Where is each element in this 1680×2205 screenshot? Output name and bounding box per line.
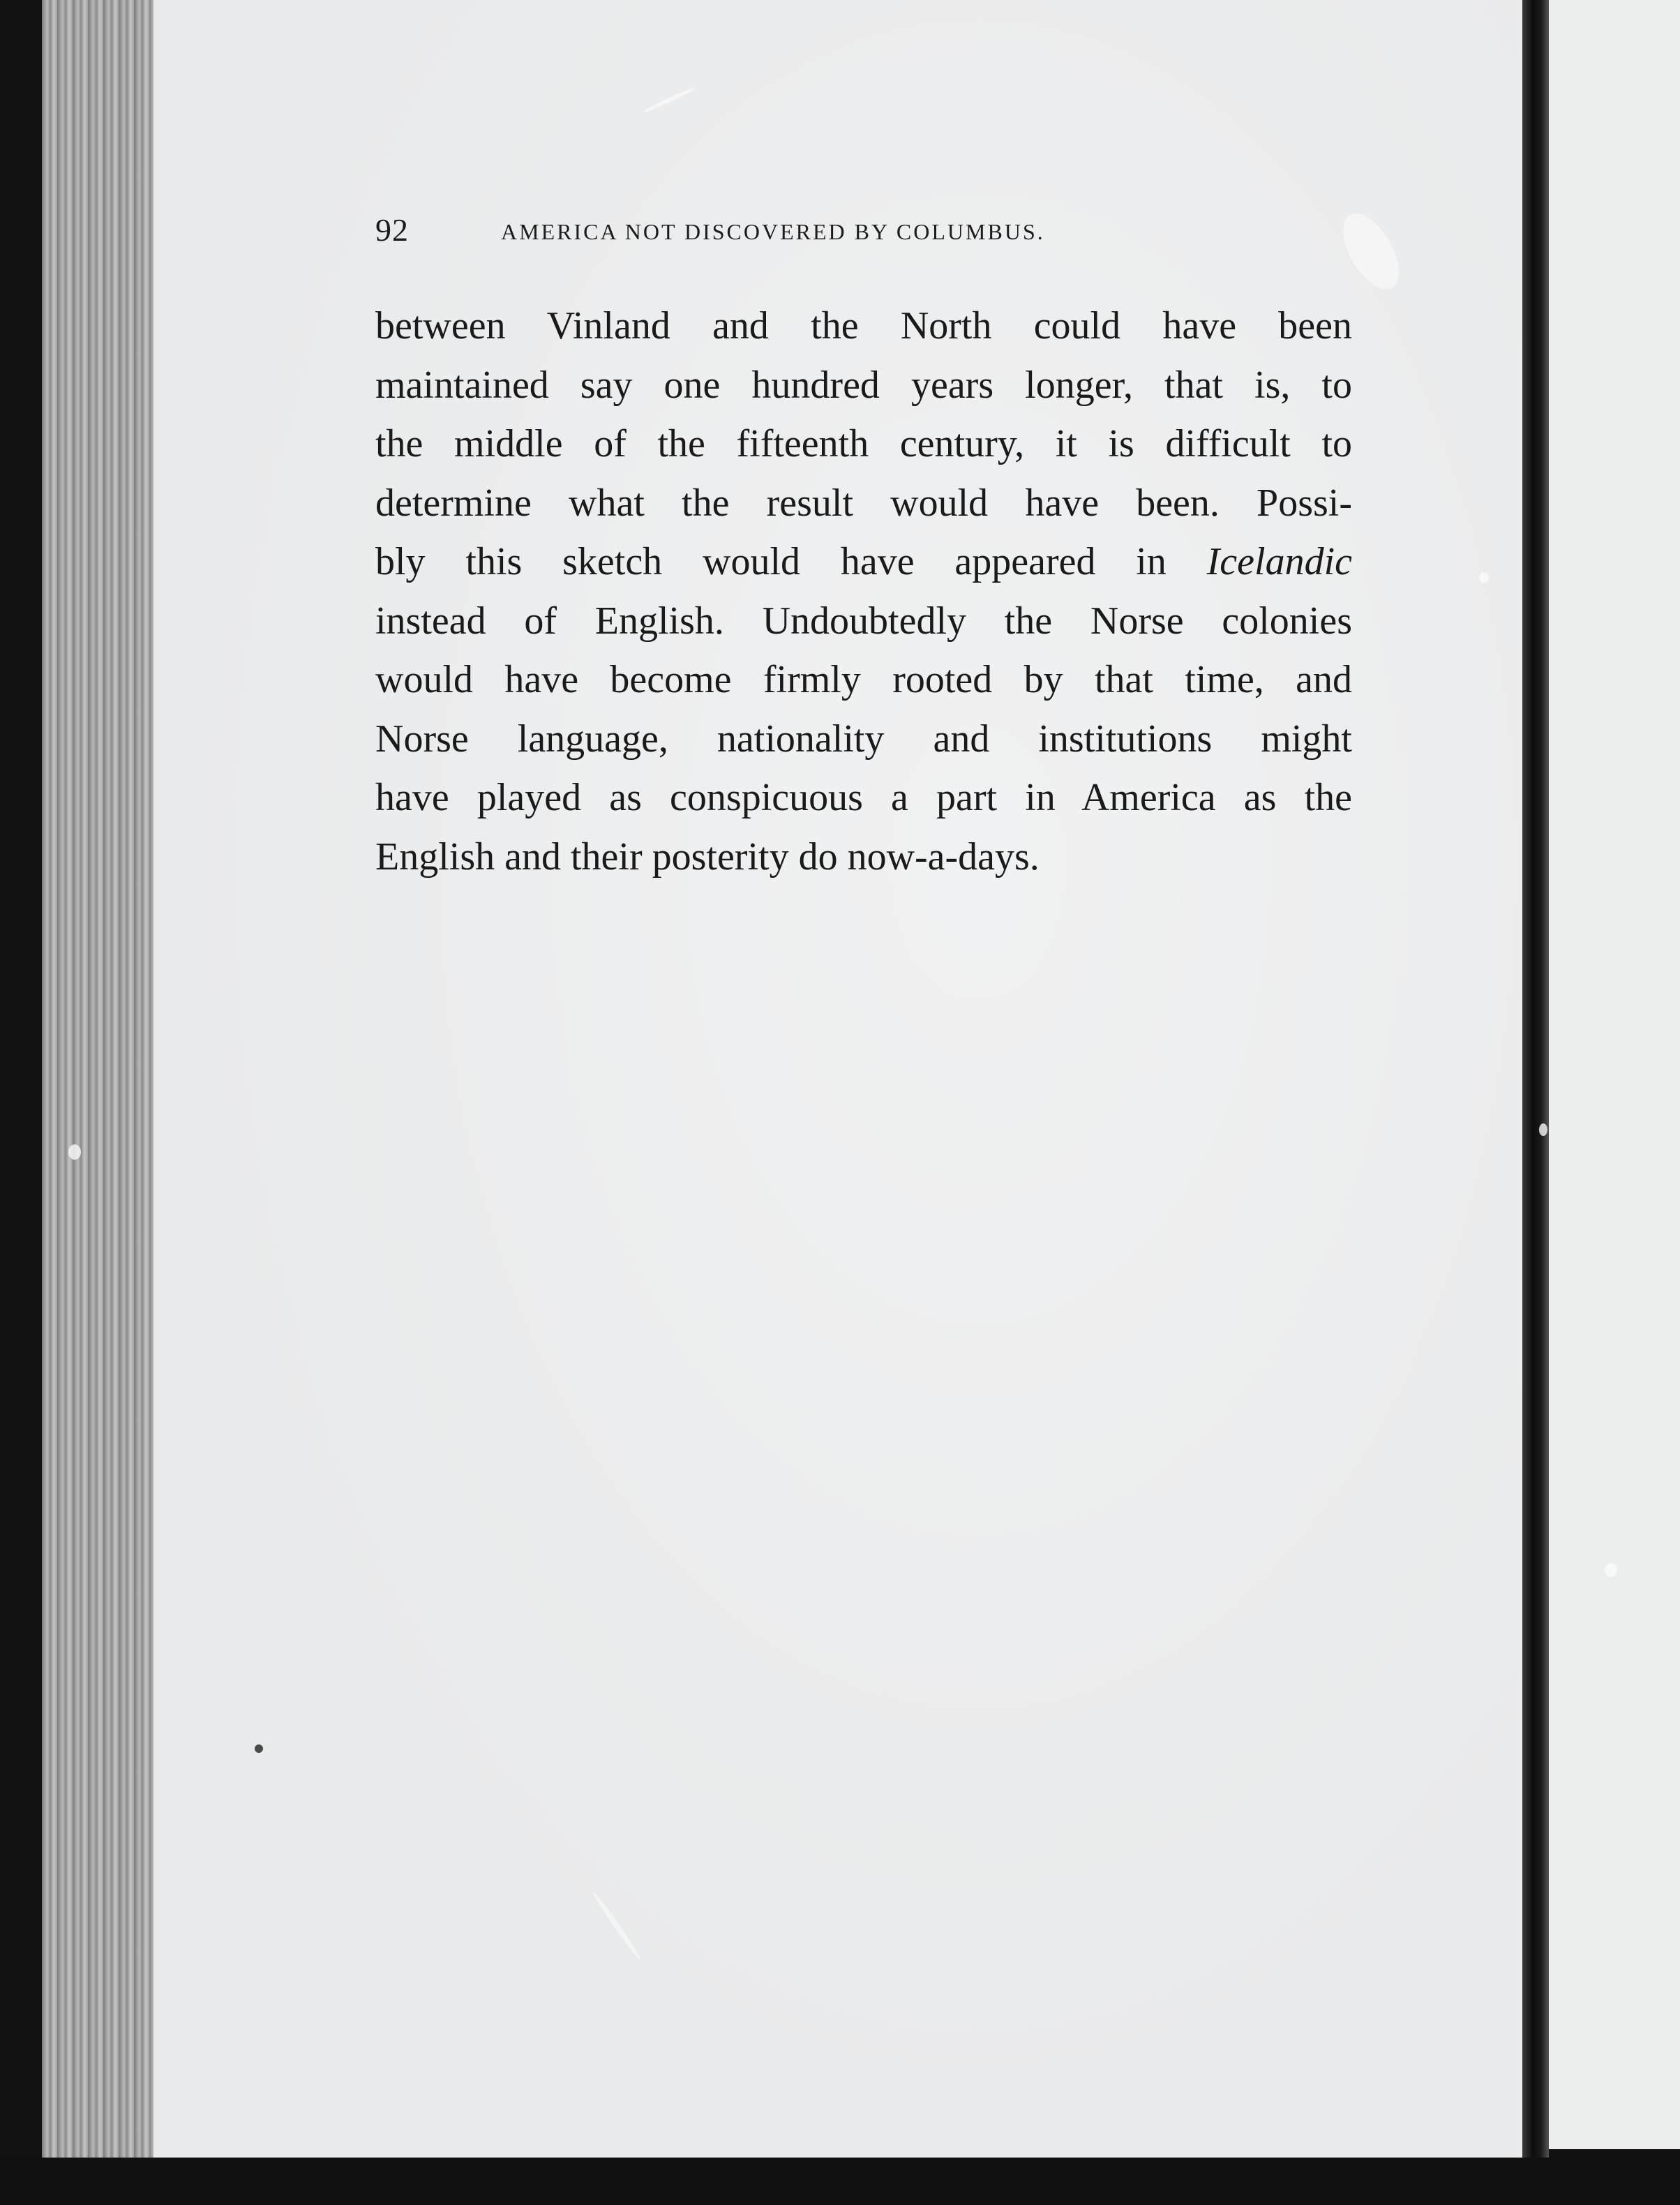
book-gutter bbox=[1522, 0, 1549, 2160]
text-line-with-italic bbox=[375, 532, 1352, 592]
text-line: instead of English. Undoubtedly the Norse colonies bbox=[375, 599, 1352, 643]
dust-speck bbox=[255, 1744, 263, 1753]
text-line: the middle of the fifteenth century, it is difficult to bbox=[375, 422, 1352, 465]
running-head: AMERICA NOT DISCOVERED BY COLUMBUS. bbox=[501, 219, 1045, 244]
body-paragraph bbox=[375, 297, 1352, 886]
text-line: Norse language, nationality and institutions might bbox=[375, 717, 1352, 761]
dust-speck bbox=[68, 1144, 81, 1160]
dust-speck bbox=[1605, 1563, 1617, 1577]
dust-speck bbox=[1539, 1123, 1547, 1136]
text-line: would have become firmly rooted by that time, and bbox=[375, 658, 1352, 701]
page-number: 92 bbox=[375, 212, 409, 248]
facing-page bbox=[1549, 0, 1680, 2149]
text-line: have played as conspicuous a part in America as the bbox=[375, 776, 1352, 819]
page-header bbox=[375, 209, 1352, 251]
text-line: maintained say one hundred years longer, that is, to bbox=[375, 363, 1352, 407]
dust-speck bbox=[1479, 572, 1489, 583]
scan-left-border bbox=[0, 0, 42, 2205]
italic-word: Icelandic bbox=[1206, 540, 1352, 583]
text-line-start: bly this sketch would have appeared in bbox=[375, 540, 1167, 583]
text-line: between Vinland and the North could have been bbox=[375, 304, 1352, 347]
text-line: determine what the result would have been. Possi- bbox=[375, 481, 1352, 525]
scan-bottom-border bbox=[0, 2158, 1680, 2205]
text-line: English and their posterity do now-a-days. bbox=[375, 835, 1040, 879]
